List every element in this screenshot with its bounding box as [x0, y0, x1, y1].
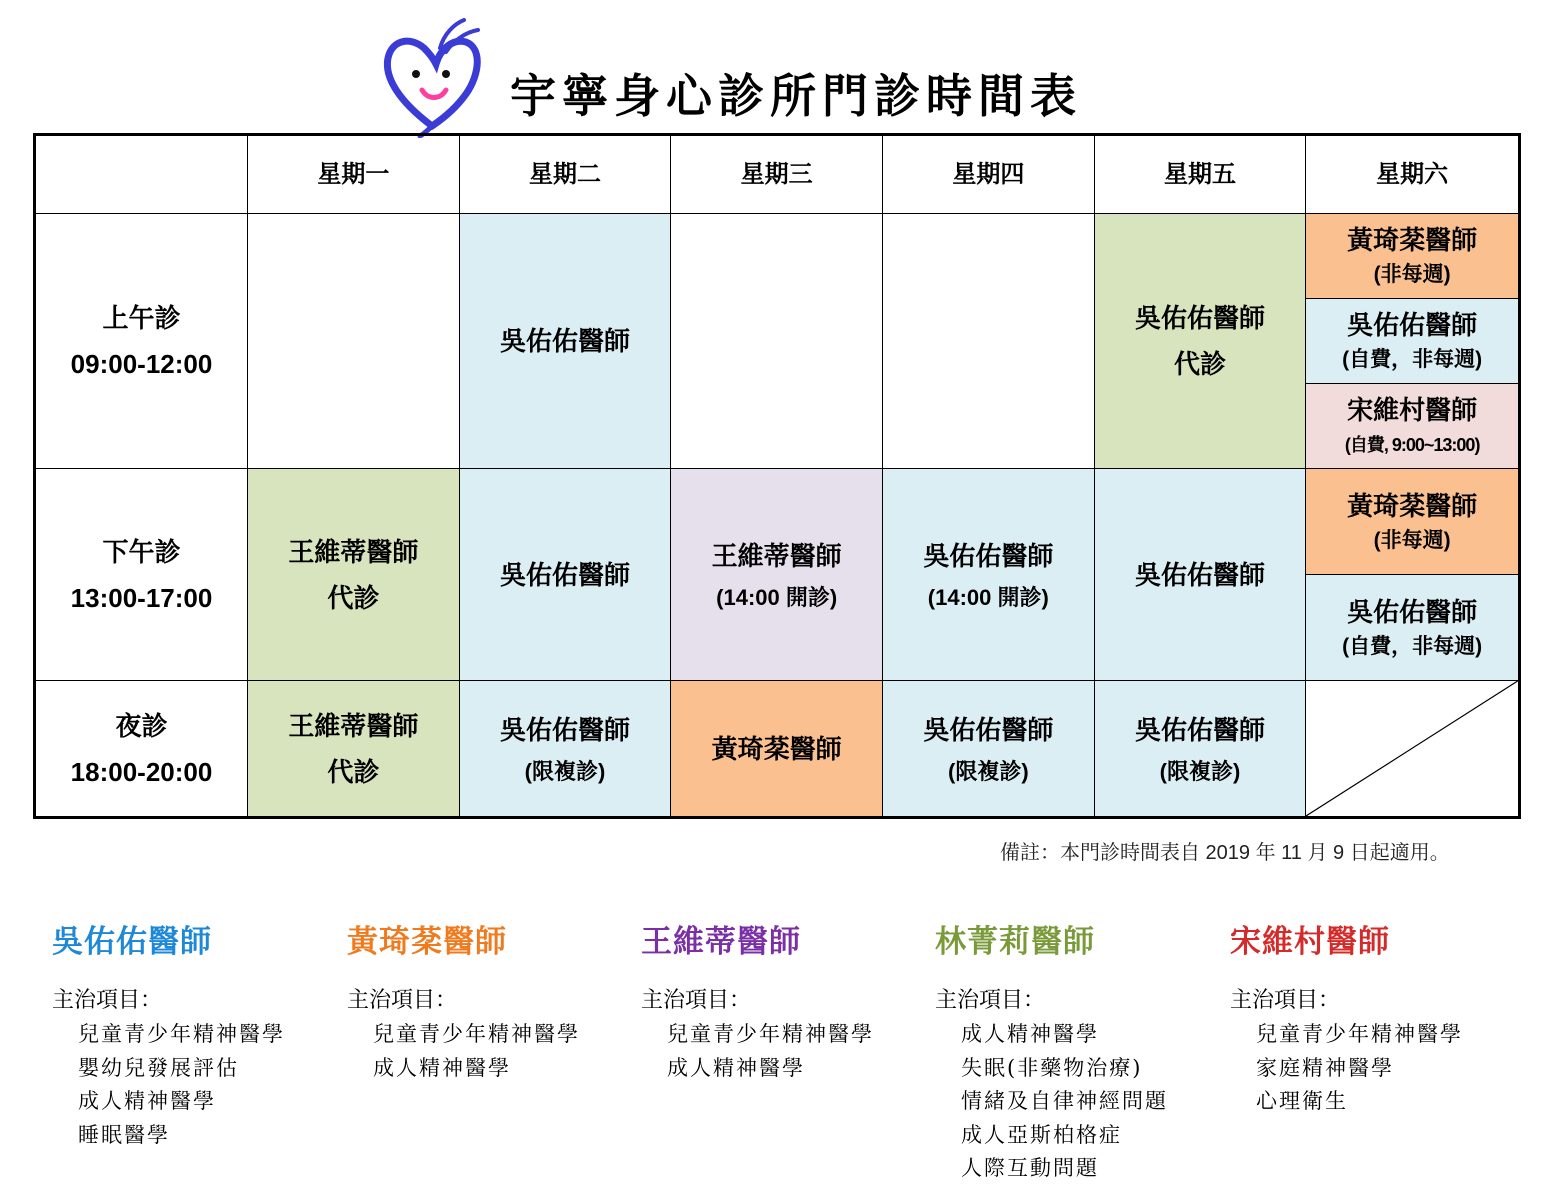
doctor-name: 吳佑佑醫師 [1134, 559, 1265, 590]
doctor-name: 吳佑佑醫師 [1134, 714, 1265, 745]
slot-afternoon-fri [1095, 469, 1307, 681]
period-morning [36, 214, 248, 469]
slot-note: 代診 [1173, 349, 1226, 379]
slot-afternoon-thu [883, 469, 1095, 681]
slot-night-thu [883, 681, 1095, 816]
slot-night-fri [1095, 681, 1307, 816]
doctor-specialties [52, 920, 1522, 1190]
doctor-card-song [1230, 920, 1510, 1119]
slot-note: (自費，非每週) [1342, 634, 1483, 658]
specialty-item: 人際互動問題 [961, 1156, 1099, 1180]
specialty-item: 成人精神醫學 [961, 1022, 1099, 1046]
doctor-name: 吳佑佑醫師 [923, 714, 1054, 745]
specialty-label: 主治項目： [935, 987, 1046, 1012]
slot-night-tue [460, 681, 672, 816]
period-time: 18:00-20:00 [70, 756, 213, 787]
day-header-sat: 星期六 [1306, 136, 1518, 214]
slot-note: (限複診) [948, 758, 1029, 784]
period-name: 上午診 [102, 303, 181, 333]
doctor-name: 吳佑佑醫師 [499, 714, 630, 745]
doctor-card-wu [52, 920, 332, 1152]
page-title: 宇寧身心診所門診時間表 [510, 69, 1082, 123]
day-header-wed: 星期三 [671, 136, 883, 214]
slot-note: (非每週) [1373, 528, 1451, 552]
specialty-item: 成人精神醫學 [78, 1089, 216, 1113]
specialty-item: 兒童青少年精神醫學 [78, 1022, 285, 1046]
slot-note: 代診 [327, 582, 380, 613]
day-header-thu: 星期四 [883, 136, 1095, 214]
specialty-list [373, 1018, 627, 1085]
doctor-card-lin [935, 920, 1215, 1186]
doctor-name: 黃琦棻醫師 [1347, 225, 1478, 255]
period-time: 09:00-12:00 [70, 349, 213, 379]
day-header-tue: 星期二 [460, 136, 672, 214]
slot-afternoon-tue [460, 469, 672, 681]
slot-night-wed [671, 681, 883, 816]
sat-morning-slot-1 [1306, 214, 1518, 299]
doctor-card-name: 林菁莉醫師 [935, 924, 1095, 960]
slot-night-sat-closed [1306, 681, 1518, 816]
specialty-item: 家庭精神醫學 [1256, 1055, 1394, 1080]
specialty-item: 兒童青少年精神醫學 [667, 1022, 874, 1046]
slot-note: (14:00 開診) [927, 584, 1049, 610]
schedule-table [33, 133, 1521, 819]
day-header-fri: 星期五 [1095, 136, 1307, 214]
day-header-mon: 星期一 [248, 136, 460, 214]
slot-note: (14:00 開診) [716, 584, 838, 610]
doctor-name: 吳佑佑醫師 [1347, 310, 1478, 340]
period-name: 夜診 [115, 710, 168, 741]
doctor-card-huang [347, 920, 627, 1085]
doctor-name: 吳佑佑醫師 [923, 540, 1054, 571]
clinic-logo [380, 14, 500, 138]
specialty-list [78, 1018, 332, 1152]
period-night [36, 681, 248, 816]
doctor-name: 宋維村醫師 [1347, 395, 1478, 425]
slot-note: (限複診) [524, 758, 606, 784]
specialty-item: 成人精神醫學 [373, 1055, 511, 1080]
slot-morning-wed [671, 214, 883, 469]
slot-morning-mon [248, 214, 460, 469]
sat-afternoon-slot-1 [1306, 469, 1518, 575]
doctor-name: 王維蒂醫師 [288, 536, 419, 567]
doctor-name: 吳佑佑醫師 [499, 326, 630, 356]
sat-morning-slot-3 [1306, 384, 1518, 468]
slot-note: (限複診) [1159, 758, 1241, 784]
slot-morning-thu [883, 214, 1095, 469]
slot-note: (自費, 9:00~13:00) [1344, 435, 1480, 455]
specialty-label: 主治項目： [52, 987, 163, 1012]
doctor-card-name: 黃琦棻醫師 [347, 924, 507, 960]
slot-afternoon-sat [1306, 469, 1518, 681]
doctor-card-name: 吳佑佑醫師 [52, 924, 212, 960]
schedule-note: 備註：本門診時間表自 2019 年 11 月 9 日起適用。 [1000, 842, 1450, 864]
specialty-item: 失眠(非藥物治療) [961, 1055, 1143, 1080]
period-afternoon [36, 469, 248, 681]
doctor-name: 黃琦棻醫師 [1347, 490, 1478, 521]
slot-night-mon [248, 681, 460, 816]
doctor-name: 吳佑佑醫師 [499, 559, 630, 590]
corner-cell [36, 136, 248, 214]
doctor-name: 吳佑佑醫師 [1347, 596, 1478, 627]
specialty-item: 兒童青少年精神醫學 [1256, 1022, 1463, 1046]
specialty-item: 嬰幼兒發展評估 [78, 1055, 239, 1080]
specialty-label: 主治項目： [1230, 987, 1341, 1012]
specialty-label: 主治項目： [641, 987, 752, 1012]
specialty-item: 睡眠醫學 [78, 1122, 170, 1147]
slot-afternoon-mon [248, 469, 460, 681]
specialty-list [1256, 1018, 1510, 1119]
slot-afternoon-wed [671, 469, 883, 681]
doctor-name: 黃琦棻醫師 [711, 733, 842, 764]
slot-morning-fri [1095, 214, 1307, 469]
slot-note: 代診 [327, 756, 380, 787]
slot-note: (自費，非每週) [1342, 348, 1483, 371]
period-name: 下午診 [102, 536, 181, 567]
slot-morning-tue [460, 214, 672, 469]
sat-morning-slot-2 [1306, 299, 1518, 384]
doctor-name: 王維蒂醫師 [288, 710, 419, 741]
specialty-item: 成人亞斯柏格症 [961, 1122, 1122, 1147]
specialty-item: 心理衛生 [1256, 1089, 1348, 1113]
doctor-name: 王維蒂醫師 [711, 540, 842, 571]
period-time: 13:00-17:00 [70, 582, 213, 613]
specialty-label: 主治項目： [347, 987, 458, 1012]
specialty-item: 情緒及自律神經問題 [961, 1089, 1168, 1113]
doctor-card-name: 王維蒂醫師 [641, 924, 801, 960]
specialty-item: 兒童青少年精神醫學 [373, 1022, 580, 1046]
doctor-name: 吳佑佑醫師 [1134, 303, 1265, 333]
specialty-item: 成人精神醫學 [667, 1055, 805, 1080]
heart-logo-icon [380, 14, 500, 138]
slot-morning-sat [1306, 214, 1518, 469]
sat-afternoon-slot-2 [1306, 575, 1518, 680]
doctor-card-wang [641, 920, 921, 1085]
specialty-list [961, 1018, 1215, 1186]
diagonal-slash-icon [1306, 681, 1518, 816]
doctor-card-name: 宋維村醫師 [1230, 924, 1390, 960]
slot-note: (非每週) [1373, 263, 1451, 286]
specialty-list [667, 1018, 921, 1085]
